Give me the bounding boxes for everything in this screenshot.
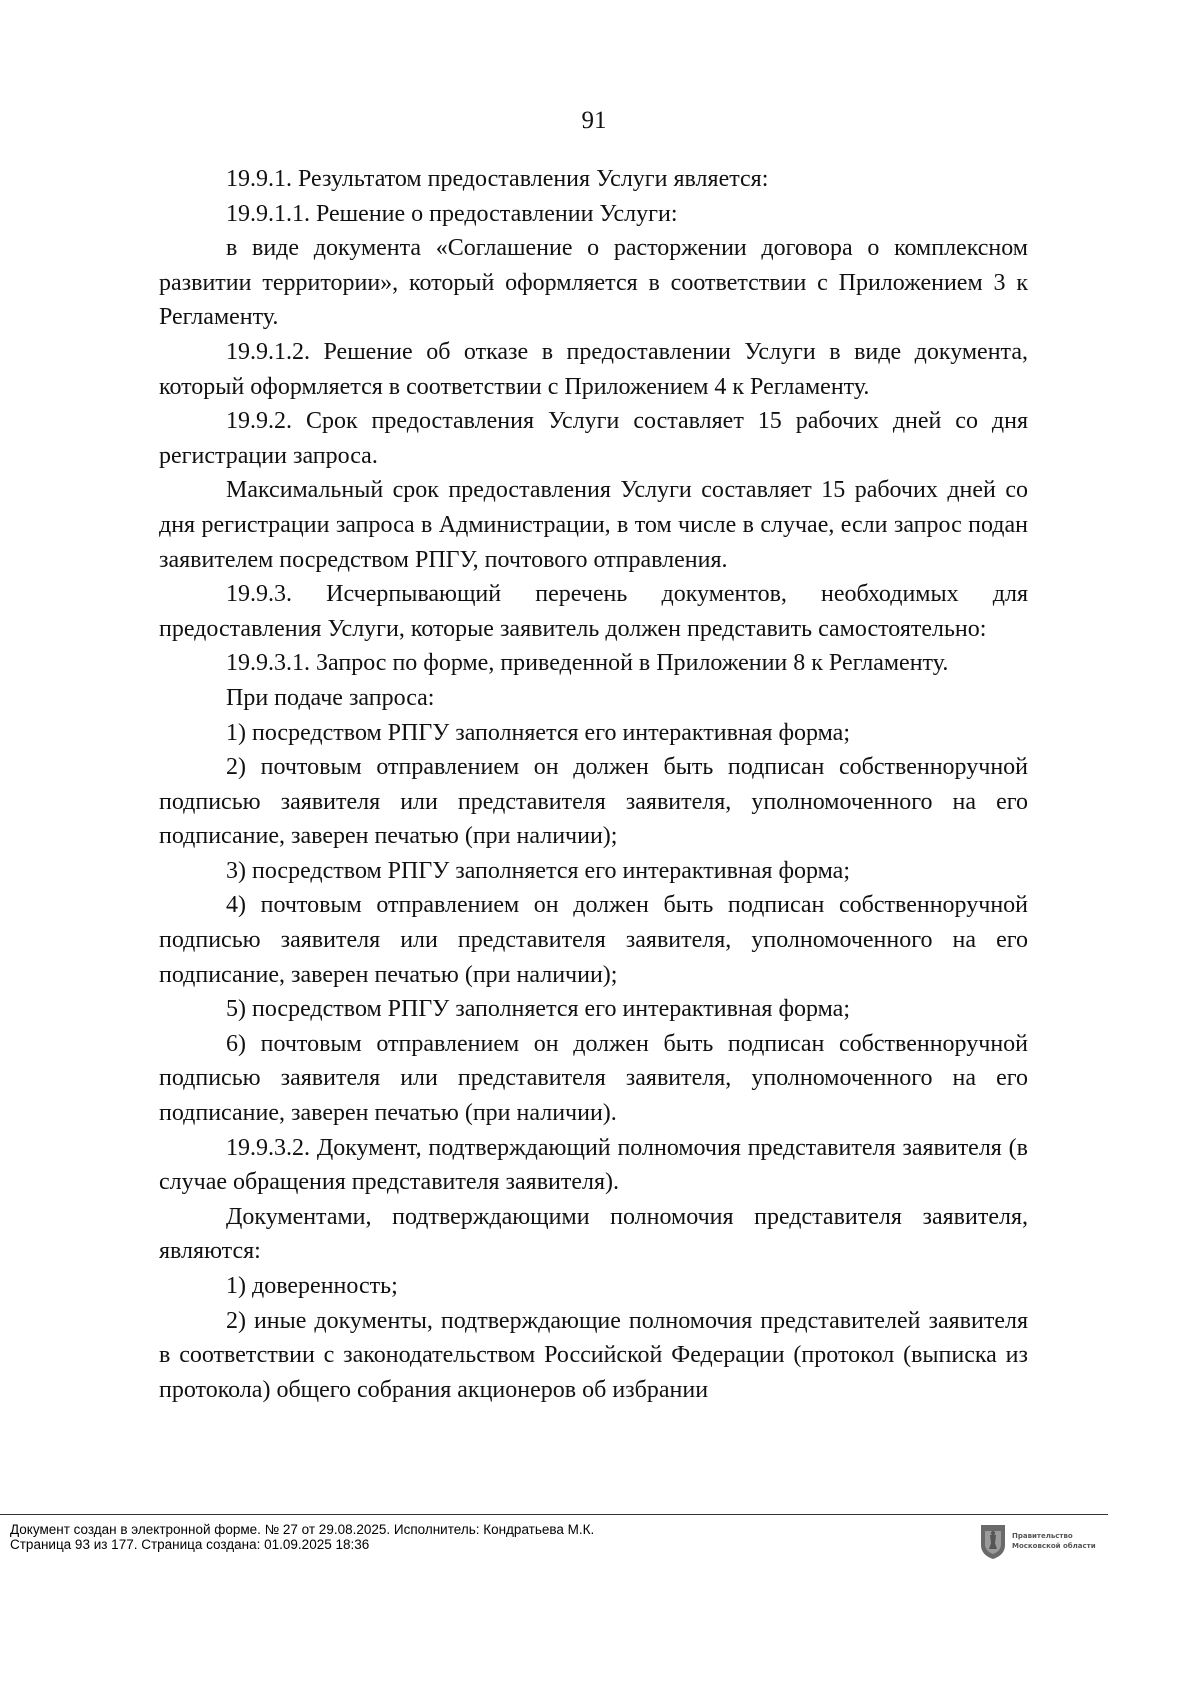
footer-page-info: Страница 93 из 177. Страница создана: 01.09.2025 18:36: [10, 1537, 370, 1552]
footer-metadata: [10, 1522, 594, 1552]
list-item: 2) почтовым отправлением он должен быть подписан собственноручной подписью заявителя или представителя заявителя, уполномоченного на его подписание, заверен печатью (при наличии);: [159, 754, 1028, 850]
paragraph: 19.9.1.1. Решение о предоставлении Услуги:: [226, 200, 678, 227]
document-body: [159, 162, 1028, 1407]
document-footer: [0, 1514, 1108, 1569]
paragraph: Документами, подтверждающими полномочия представителя заявителя, являются:: [159, 1203, 1028, 1265]
paragraph: 19.9.3.1. Запрос по форме, приведенной в Приложении 8 к Регламенту.: [226, 650, 949, 677]
footer-document-info: Документ создан в электронной форме. № 27 от 29.08.2025. Исполнитель: Кондратьева М.К.: [10, 1522, 595, 1537]
paragraph: в виде документа «Соглашение о расторжении договора о комплексном развитии территории», который оформляется в соответствии с Приложением 3 к Регламенту.: [159, 235, 1028, 331]
list-item: 1) посредством РПГУ заполняется его интерактивная форма;: [226, 719, 850, 746]
logo-caption: Правительство Московской области: [1012, 1532, 1096, 1550]
page-number: 91: [581, 107, 607, 134]
paragraph: 19.9.1. Результатом предоставления Услуги является:: [226, 166, 769, 192]
paragraph: При подаче запроса:: [226, 684, 435, 711]
list-item: 5) посредством РПГУ заполняется его интерактивная форма;: [226, 996, 850, 1023]
paragraph: Максимальный срок предоставления Услуги составляет 15 рабочих дней со дня регистрации запроса в Администрации, в том числе в случае, если запрос подан заявителем посредством РПГУ, почтового отправления.: [159, 477, 1028, 573]
paragraph: 19.9.2. Срок предоставления Услуги составляет 15 рабочих дней со дня регистрации запроса.: [159, 408, 1028, 469]
list-item: 1) доверенность;: [226, 1273, 398, 1299]
list-item: 3) посредством РПГУ заполняется его интерактивная форма;: [226, 857, 850, 884]
list-item: 4) почтовым отправлением он должен быть подписан собственноручной подписью заявителя или представителя заявителя, уполномоченного на его подписание, заверен печатью (при наличии);: [159, 892, 1028, 988]
government-logo: [979, 1523, 1103, 1561]
paragraph: 19.9.1.2. Решение об отказе в предоставлении Услуги в виде документа, который оформляется в соответствии с Приложением 4 к Регламенту.: [159, 338, 1028, 400]
paragraph: 19.9.3. Исчерпывающий перечень документов, необходимых для предоставления Услуги, которые заявитель должен представить самостоятельно:: [159, 581, 1028, 642]
coat-of-arms-icon: [979, 1523, 1007, 1561]
list-item: 6) почтовым отправлением он должен быть подписан собственноручной подписью заявителя или представителя заявителя, уполномоченного на его подписание, заверен печатью (при наличии).: [159, 1030, 1028, 1127]
list-item: 2) иные документы, подтверждающие полномочия представителей заявителя в соответствии с законодательством Российской Федерации (протокол (выписка из протокола) общего собрания акционеров об избрании: [159, 1307, 1028, 1403]
paragraph: 19.9.3.2. Документ, подтверждающий полномочия представителя заявителя (в случае обращения представителя заявителя).: [159, 1134, 1028, 1196]
